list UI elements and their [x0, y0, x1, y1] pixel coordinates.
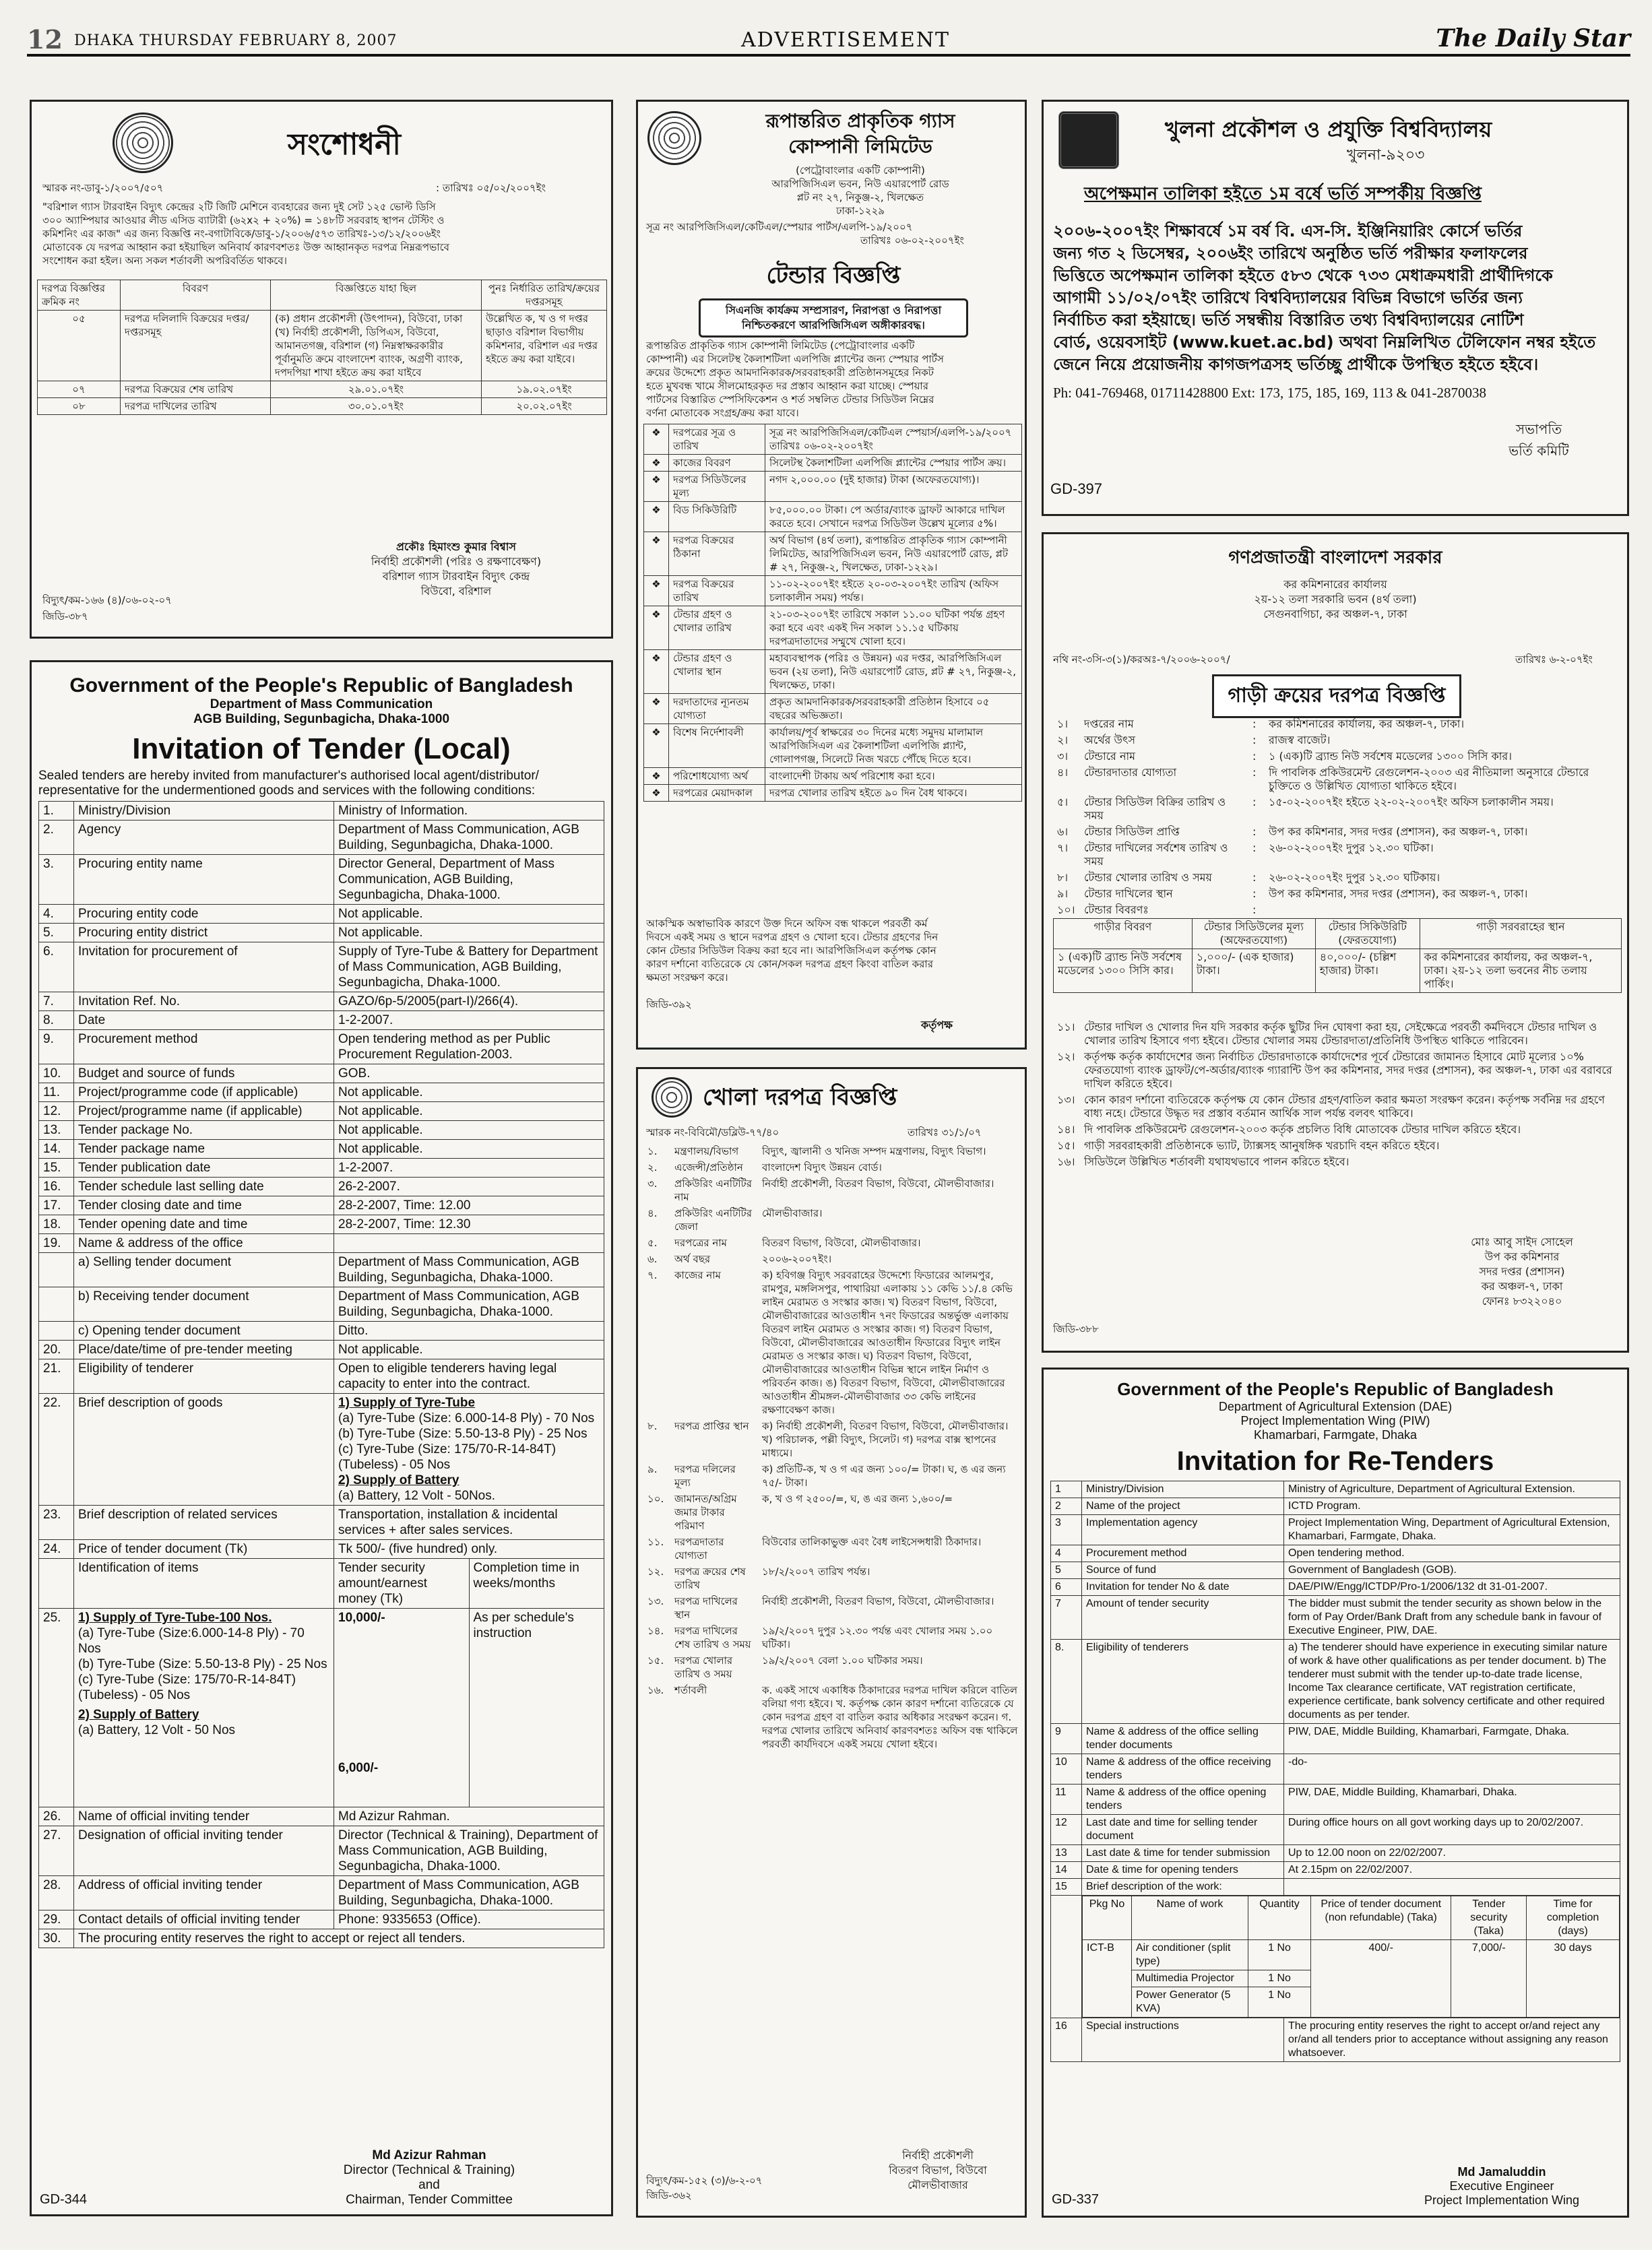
ad-rpgcl-tender — [636, 100, 1027, 1050]
kuet-title: খুলনা প্রকৌশল ও প্রযুক্তি বিশ্ববিদ্যালয় — [1165, 117, 1492, 142]
tender-intro: Sealed tenders are hereby invited from manufacturer's authorised local agent/distributor/ representative for the undermentioned goods and services with the following conditions: — [38, 769, 539, 798]
open-tender-signer: নির্বাহী প্রকৌশলী বিতরণ বিভাগ, বিউবো মৌলভীবাজার — [889, 2149, 987, 2191]
rpgcl-tagline: সিএনজি কার্যক্রম সম্প্রসারণ, নিরাপত্তা ও নিরাপত্তা নিশ্চিতকরণে আরপিজিসিএল অঙ্গীকারবদ্ধ। — [699, 298, 968, 338]
rpgcl-closing: আকস্মিক অস্বাভাবিক কারণে উক্ত দিনে অফিস বন্ধ থাকলে পরবর্তী কর্ম দিবসে একই সময় ও স্থানে দরপত্র গ্রহণ ও খোলা হবে। টেন্ডার গ্রহণের দিন কোন টেন্ডার সিডিউল বিক্রয় করা হবে না। আরপিজিসিএল কর্তৃপক্ষ কোন কারণ দর্শানো ব্যতিরেকে যে কোন/সকল দরপত্র গ্রহণ কিংবা বাতিল করার ক্ষমতা সংরক্ষণ করে। — [646, 918, 939, 984]
retender-heading: Invitation for Re-Tenders — [1176, 1446, 1494, 1476]
table-row: Multimedia Projector 1 No — [1083, 1970, 1620, 1987]
kuet-city: খুলনা-৯২০৩ — [1347, 147, 1425, 164]
kuet-body: ২০০৬-২০০৭ইং শিক্ষাবর্ষে ১ম বর্ষ বি. এস-সি. ইঞ্জিনিয়ারিং কোর্সে ভর্তির জন্য গত ২ ডিসেম্বর, ২০০৬ইং তারিখে অনুষ্ঠিত ভর্তি পরীক্ষার ফলাফলের ভিত্তিতে অপেক্ষমান তালিকা হইতে ৫৮৩ থেকে ৭৩৩ মেধাক্রমধারী প্রার্থীদিগকে আগামী ১১/০২/০৭ইং তারিখে বিশ্ববিদ্যালয়ের বিভিন্ন বিভাগে ভর্তির জন্য নির্বাচিত করা হইয়াছে। ভর্তি সম্বন্ধীয় বিস্তারিত তথ্য বিশ্ববিদ্যালয়ের নোটিশ বোর্ড, ওয়েবসাইট (www.kuet.ac.bd) অথবা নিম্নলিখিত টেলিফোন নম্বর হইতে জেনে নিয়ে প্রয়োজনীয় কাগজপত্রসহ ভর্তিচ্ছু প্রার্থীকে উপস্থিত হইতে হইবে। — [1053, 222, 1596, 374]
table-row: ৫। টেন্ডার সিডিউল বিক্রির তারিখ ও সময় : ১৫-০২-২০০৭ইং হইতে ২২-০২-২০০৭ইং অফিস চলাকালীন সময়। — [1053, 794, 1622, 824]
ad-code: জিডি-৩৮৮ — [1053, 1323, 1099, 1335]
tender-table — [38, 801, 604, 1948]
table-row: ১৫. দরপত্র খোলার তারিখ ও সময় ১৯/২/২০০৭ বেলা ১.০০ ঘটিকার সময়। — [647, 1654, 923, 1680]
dae-name: Department of Agricultural Extension (DAE) — [1218, 1400, 1453, 1413]
table-row: 5 Source of fund Government of Bangladesh (GOB). — [1051, 1562, 1620, 1579]
table-row: 13 Last date & time for tender submission Up to 12.00 noon on 22/02/2007. — [1051, 1845, 1620, 1862]
gov-title: Government of the People's Republic of Bangladesh — [1117, 1379, 1554, 1399]
ad-tax-vehicle — [1042, 532, 1629, 1353]
lot-header-row: Identification of items Tender security amount/earnest money (Tk) Completion time in weeks/months — [39, 1559, 604, 1609]
table-row: ২। অর্থের উৎস : রাজস্ব বাজেট। — [1053, 732, 1622, 748]
ad-dae-retender — [1042, 1368, 1629, 2218]
table-row: 26. Name of official inviting tender Md Azizur Rahman. — [39, 1807, 604, 1826]
table-row: ❖ টেন্ডার গ্রহণ ও খোলার তারিখ ২১-০৩-২০০৭ইং তারিখে সকাল ১১.০০ ঘটিকা পর্যন্ত গ্রহণ করা হবে এবং একই দিন সকাল ১১.১৫ ঘটিকায় দরপত্রদাতাদের সম্মুখে খোলা হবে। — [644, 606, 1022, 650]
retender-signer: Md Jamaluddin Executive Engineer Project Implementation Wing — [1424, 2165, 1580, 2207]
ad-code: জিডি-৩৮৭ — [42, 610, 88, 622]
memo-number: সূত্র নং আরপিজিসিএল/কেটিএল/স্পেয়ার পার্টস/এলপি-১৯/২০০৭ — [646, 221, 913, 233]
table-row: 14 Date & time for opening tenders At 2.15pm on 22/02/2007. — [1051, 1862, 1620, 1879]
correction-body: "বরিশাল গ্যাস টারবাইন বিদ্যুৎ কেন্দ্রের ২টি জিটি মেশিনে ব্যবহারের জন্য দুই সেট ১২৫ ভোল্ট ডিসি ৩০০ অ্যাম্পিয়ার আওয়ার লীড এসিড ব্যাটারী (৬২x২ + ২০%) = ১৪৮টি সরবরাহ স্থাপন টেস্টিং ও কমিশনিং এর কাজ" এর জন্য বিজ্ঞপ্তি নং-বগাটাবিকে/ডাবু-১/২০০৬/৫৭৩ তারিখঃ-১৩/১২/২০০৬ইং মোতাবেক যে দরপত্র আহ্বান করা হইয়াছিল অনিবার্য কারণবশতঃ উক্ত আহ্বানকৃত দরপত্র নিম্নরূপভাবে সংশোধন করা হইল। অন্য সকল শর্তাবলী অপরিবর্তিত থাকবে। — [42, 201, 449, 267]
bullet-icon: ❖ — [644, 502, 669, 532]
table-row: 17. Tender closing date and time 28-2-2007, Time: 12.00 — [39, 1196, 604, 1215]
ad-mass-comm-tender — [30, 660, 613, 2216]
tax-signer: মোঃ আবু সাইদ সোহেল উপ কর কমিশনার সদর দপ্তর (প্রশাসন) কর অঞ্চল-৭, ঢাকা ফোনঃ ৮৩২২০৪০ — [1471, 1235, 1573, 1308]
table-row: ৩। টেন্ডারে নাম : ১ (এক)টি ব্র্যান্ড নিউ সর্বশেষ মডেলের ১৩০০ সিসি কার। — [1053, 748, 1622, 765]
bullet-icon: ❖ — [644, 472, 669, 502]
table-row: 28. Address of official inviting tender Department of Mass Communication, AGB Building, Segunbagicha, Dhaka-1000. — [39, 1876, 604, 1910]
bullet-icon: ❖ — [644, 606, 669, 650]
rpgcl-address: (পেট্রোবাংলার একটি কোম্পানী) আরপিজিসিএল ভবন, নিউ এয়ারপোর্ট রোড প্লট নং ২৭, নিকুঞ্জ-২, খিলক্ষেত ঢাকা-১২২৯ — [771, 164, 949, 217]
table-row: 15 Brief description of the work: — [1051, 1879, 1620, 1896]
separator-icon: : — [1252, 717, 1257, 730]
table-row: ৭। টেন্ডার দাখিলের সর্বশেষ তারিখ ও সময় : ২৬-০২-২০০৭ইং দুপুর ১২.৩০ ঘটিকা। — [1053, 840, 1622, 870]
table-row: ২. এজেন্সী/প্রতিষ্ঠান বাংলাদেশ বিদ্যুৎ উন্নয়ন বোর্ড। — [647, 1161, 882, 1174]
table-row: ১৪। দি পাবলিক প্রকিউরমেন্ট রেগুলেশন-২০০৩ কর্তৃক প্রচলিত বিধি মোতাবেক টেন্ডার দাখিল করিতে হইবে। — [1057, 1123, 1521, 1136]
table-row: 1. Ministry/Division Ministry of Information. — [39, 802, 604, 821]
tax-address: সেগুনবাগিচা, কর অঞ্চল-৭, ঢাকা — [1263, 608, 1407, 620]
table-row: ❖ দরদাতাদের ন্যূনতম যোগ্যতা প্রকৃত আমদানিকারক/সরবরাহকারী প্রতিষ্ঠান হিসাবে ০৫ বছরের অভিজ্ঞতা। — [644, 694, 1022, 724]
table-row: 8. Date 1-2-2007. — [39, 1011, 604, 1030]
ad-open-tender — [636, 1067, 1027, 2218]
open-tender-title: খোলা দরপত্র বিজ্ঞপ্তি — [703, 1084, 897, 1111]
table-row: 9. Procurement method Open tendering method as per Public Procurement Regulation-2003. — [39, 1030, 604, 1064]
table-row: 2. Agency Department of Mass Communication, AGB Building, Segunbagicha, Dhaka-1000. — [39, 821, 604, 855]
table-row: ১১. দরপত্রদাতার যোগ্যতা বিউবোর তালিকাভুক্ত এবং বৈধ লাইসেন্সধারী ঠিকাদার। — [647, 1536, 982, 1562]
memo-date: তারিখঃ ৬-২-০৭ইং — [1515, 653, 1593, 666]
table-row: 12 Last date and time for selling tender document During office hours on all govt working days up to 20/02/2007. — [1051, 1815, 1620, 1845]
separator-icon: : — [1252, 796, 1257, 808]
table-row: ১ (এক)টি ব্র্যান্ড নিউ সর্বশেষ মডেলের ১৩০০ সিসি কার। ১,০০০/- (এক হাজার) টাকা। ৪০,০০০/- (চল্লিশ হাজার) টাকা। কর কমিশনারের কার্যালয়, কর অঞ্চল-৭, ঢাকা। ২য়-১২ তলা ভবনের নীচ তলায় পার্কিং। — [1054, 949, 1622, 993]
table-row: 20. Place/date/time of pre-tender meeting Not applicable. — [39, 1341, 604, 1359]
table-row: ১৪. দরপত্র দাখিলের শেষ তারিখ ও সময় ১৯/২/২০০৭ দুপুর ১২.৩০ পর্যন্ত এবং খোলার সময় ১.০০ ঘটিকা। — [647, 1625, 993, 1650]
ad-correction — [30, 100, 613, 639]
table-row: ৬. অর্থ বছর ২০০৬-২০০৭ইং। — [647, 1253, 832, 1265]
table-row: 10. Budget and source of funds GOB. — [39, 1064, 604, 1083]
separator-icon: : — [1252, 825, 1257, 838]
memo-number: নথি নং-৩সি-৩(১)/করঅঃ-৭/২০০৬-২০০৭/ — [1053, 653, 1230, 666]
footer-ref: বিদ্যুৎ/কম-১৫২ (৩)/৬-২-০৭ — [646, 2175, 763, 2187]
table-row: 13. Tender package No. Not applicable. — [39, 1121, 604, 1140]
lot-row: 25. 1) Supply of Tyre-Tube-100 Nos. (a) Tyre-Tube (Size:6.000-14-8 Ply) - 70 Nos (b) Tyre-Tube (Size: 5.50-13-8 Ply) - 25 Nos (c) Tyre-Tube (Size: 175/70-R-14-84T) (Tubeless) - 05 Nos 2) Supply of Battery (a) Battery, 12 Volt - 50 Nos 10,000/- 6,000/- As per schedule's instruction — [39, 1609, 604, 1807]
ad-code: GD-397 — [1050, 480, 1103, 497]
bullet-icon: ❖ — [644, 532, 669, 576]
table-row: 3. Procuring entity name Director General, Department of Mass Communication, AGB Building, Segunbagicha, Dhaka-1000. — [39, 855, 604, 905]
table-row: ০৭ দরপত্র বিক্রয়ের শেষ তারিখ ২৯.০১.০৭ইং ১৯.০২.০৭ইং — [38, 381, 607, 398]
table-row: ১১। টেন্ডার দাখিল ও খোলার দিন যদি সরকার কর্তৃক ছুটির দিন ঘোষণা করা হয়, সেইক্ষেত্রে পরবর্তী কর্মদিবসে টেন্ডার দাখিল ও খোলার তারিখ হিসাবে গণ্য হইবে। টেন্ডার খোলার সময় টেন্ডারদাতা/প্রতিনিধি উপস্থিত থাকিতে পারিবেন। — [1057, 1021, 1597, 1047]
table-row: 11. Project/programme code (if applicable) Not applicable. — [39, 1083, 604, 1102]
memo-date: তারিখঃ ৩১/১/০৭ — [908, 1126, 982, 1138]
table-row: 12. Project/programme name (if applicable) Not applicable. — [39, 1102, 604, 1121]
memo-number: স্মারক নং-ডাবু-১/২০০৭/৫০৭ — [42, 182, 164, 194]
pdb-logo-icon — [113, 112, 173, 173]
tax-spec-table: গাড়ীর বিবরণ টেন্ডার সিডিউলের মূল্য (অফেরতযোগ্য) টেন্ডার সিকিউরিটি (ফেরতযোগ্য) গাড়ী সরবরাহের স্থান ১ (এক)টি ব্র্যান্ড নিউ সর্বশেষ মডেলের ১৩০০ সিসি কার। ১,০০০/- (এক হাজার) টাকা। ৪০,০০০/- (চল্লিশ হাজার) টাকা। কর কমিশনারের কার্যালয়, কর অঞ্চল-৭, ঢাকা। ২য়-১২ তলা ভবনের নীচ তলায় পার্কিং। — [1053, 918, 1622, 993]
table-row: 22. Brief description of goods 1) Supply of Tyre-Tube (a) Tyre-Tube (Size: 6.000-14-8 Ply) - 70 Nos (b) Tyre-Tube (Size: 5.50-13-8 Ply) - 25 Nos (c) Tyre-Tube (Size: 175/70-R-14-84T) (Tubeless) - 05 Nos 2) Supply of Battery (a) Battery, 12 Volt - 50Nos. — [39, 1394, 604, 1506]
table-row: 15. Tender publication date 1-2-2007. — [39, 1159, 604, 1178]
kuet-seal-icon — [1058, 111, 1119, 169]
table-row: 24. Price of tender document (Tk) Tk 500/- (five hundred) only. — [39, 1540, 604, 1559]
table-row: 6. Invitation for procurement of Supply of Tyre-Tube & Battery for Department of Mass Communication, AGB Building, Segunbagicha, Dhaka-1000. — [39, 942, 604, 992]
ad-code: GD-344 — [40, 2192, 88, 2207]
table-row: 4. Procuring entity code Not applicable. — [39, 905, 604, 924]
rpgcl-table — [643, 424, 1022, 802]
table-row: ৩. প্রকিউরিং এনটিটির নাম নির্বাহী প্রকৌশলী, বিতরণ বিভাগ, বিউবো, মৌলভীবাজার। — [647, 1178, 994, 1203]
table-row: ৯। টেন্ডার দাখিলের স্থান : উপ কর কমিশনার, সদর দপ্তর (প্রশাসন), কর অঞ্চল-৭, ঢাকা। — [1053, 886, 1622, 902]
department-address: AGB Building, Segunbagicha, Dhaka-1000 — [193, 712, 450, 726]
table-row: 23. Brief description of related services Transportation, installation & incidental services + after sales services. — [39, 1506, 604, 1540]
table-row: b) Receiving tender document Department of Mass Communication, AGB Building, Segunbagicha, Dhaka-1000. — [39, 1287, 604, 1322]
bullet-icon: ❖ — [644, 455, 669, 472]
table-row: ❖ দরপত্রের মেয়াদকাল দরপত্র খোলার তারিখ হইতে ৯০ দিন বৈধ থাকবে। — [644, 785, 1022, 802]
table-row: ১৩। কোন কারণ দর্শানো ব্যতিরেকে কর্তৃপক্ষ যে কোন টেন্ডার গ্রহণ/বাতিল করার ক্ষমতা সংরক্ষণ করেন। কর্তৃপক্ষ সর্বনিম্ন দর গ্রহণে বাধ্য নহে। টেন্ডারে উদ্ধৃত দর প্রস্তাব বর্তমান আর্থিক সাল পর্যন্ত বলবৎ থাকিবে। — [1057, 1093, 1605, 1120]
separator-icon: : — [1252, 871, 1257, 884]
separator-icon: : — [1252, 766, 1257, 779]
dae-address: Khamarbari, Farmgate, Dhaka — [1253, 1428, 1418, 1442]
table-row: 19. Name & address of the office — [39, 1234, 604, 1253]
gov-title: Government of the People's Republic of Bangladesh — [69, 674, 573, 697]
table-row: ৫. দরপত্রের নাম বিতরণ বিভাগ, বিউবো, মৌলভীবাজার। — [647, 1237, 921, 1249]
separator-icon: : — [1252, 841, 1257, 854]
table-row: 11 Name & address of the office opening tenders PIW, DAE, Middle Building, Khamarbari, Dhaka. — [1051, 1785, 1620, 1815]
table-row: ১০. জামানত/অগ্রিম জমার টাকার পরিমাণ ক, খ ও গ ২৫০০/=, ঘ, ঙ এর জন্য ১,৬০০/= — [647, 1493, 953, 1532]
table-row: 16. Tender schedule last selling date 26-2-2007. — [39, 1178, 604, 1196]
department-name: Department of Mass Communication — [210, 697, 433, 711]
kuet-signer: সভাপতি ভর্তি কমিটি — [1508, 421, 1569, 459]
bullet-icon: ❖ — [644, 576, 669, 606]
table-row: 2 Name of the project ICTD Program. — [1051, 1498, 1620, 1515]
table-row: ১০। টেন্ডার বিবরণঃ : — [1053, 902, 1622, 918]
table-row: 1 Ministry/Division Ministry of Agriculture, Department of Agricultural Extension. — [1051, 1481, 1620, 1498]
work-table-row: Pkg No Name of work Quantity Price of tender document (non refundable) (Taka) Tender security (Taka) Time for completion (days) ICT-B Air conditioner (split type) 1 No 400/- 7,000/- 30 days Multimedia Projector 1 No Power Generator (5 KVA) 1 No — [1051, 1896, 1620, 2018]
rpgcl-intro: রূপান্তরিত প্রাকৃতিক গ্যাস কোম্পানী লিমিটেড (পেট্রোবাংলার একটি কোম্পানী) এর সিলেটস্থ কৈলাশটিলা এলপিজি প্ল্যান্টের জন্য স্পেয়ার পার্টস ক্রয়ের উদ্দেশ্যে প্রকৃত আমদানিকারক/সরবরাহকারী প্রতিষ্ঠানসমূহের নিকট হতে মুখবন্ধ খামে সীলমোহরকৃত দর প্রস্তাব আহ্বান করা যাচ্ছে। স্পেয়ার পার্টসের বিস্তারিত স্পেসিফিকেশন ও শর্ত সম্বলিত টেন্ডার সিডিউল নিম্নের বর্ণনা মোতাবেক সংগ্রহ/ক্রয় করা যাবে। — [646, 340, 944, 419]
table-row: 9 Name & address of the office selling tender documents PIW, DAE, Middle Building, Khamarbari, Farmgate, Dhaka. — [1051, 1724, 1620, 1754]
table-row: ১. মন্ত্রণালয়/বিভাগ বিদ্যুৎ, জ্বালানী ও খনিজ সম্পদ মন্ত্রণালয়, বিদ্যুৎ বিভাগ। — [647, 1145, 986, 1157]
tax-notes — [1053, 1019, 1622, 1170]
table-row: ৪। টেন্ডারদাতার যোগ্যতা : দি পাবলিক প্রকিউরমেন্ট রেগুলেশন-২০০৩ এর নীতিমালা অনুসারে টেন্ডারে চুক্তিতে ও উল্লিখিত যোগ্যতা থাকিতে হইবে। — [1053, 765, 1622, 794]
table-row: a) Selling tender document Department of Mass Communication, AGB Building, Segunbagicha, Dhaka-1000. — [39, 1253, 604, 1287]
table-row: ❖ বিড সিকিউরিটি ৮৫,০০০.০০ টাকা। পে অর্ডার/ব্যাংক ড্রাফট আকারে দাখিল করতে হবে। সেখানে দরপত্র সিডিউল উল্লেখ মূল্যের ৫%। — [644, 502, 1022, 532]
separator-icon: : — [1252, 887, 1257, 900]
table-row: c) Opening tender document Ditto. — [39, 1322, 604, 1341]
table-row: Power Generator (5 KVA) 1 No — [1083, 1987, 1620, 2018]
table-row: ICT-B Air conditioner (split type) 1 No 400/- 7,000/- 30 days — [1083, 1940, 1620, 1970]
table-row: 27. Designation of official inviting tender Director (Technical & Training), Department of Mass Communication, AGB Building, Segunbagicha, Dhaka-1000. — [39, 1826, 604, 1876]
table-row: ৮। টেন্ডার খোলার তারিখ ও সময় : ২৬-০২-২০০৭ইং দুপুর ১২.৩০ ঘটিকায়। — [1053, 870, 1622, 886]
correction-signature: প্রকৌঃ হিমাংশু কুমার বিশ্বাস নির্বাহী প্রকৌশলী (পরিঃ ও রক্ষণাবেক্ষণ) বরিশাল গ্যাস টারবাইন বিদ্যুৎ কেন্দ্র বিউবো, বরিশাল — [371, 540, 542, 598]
ad-code: জিডি-৩৯২ — [646, 998, 692, 1010]
table-row: ০৫ দরপত্র দলিলাদি বিক্রয়ের দপ্তর/দপ্তরসমূহ (ক) প্রধান প্রকৌশলী (উৎপাদন), বিউবো, ঢাকা (খ) নির্বাহী প্রকৌশলী, ডিপিএস, বিউবো, আমানতগঞ্জ, বরিশাল (গ) নিম্নস্বাক্ষরকারীর পূর্বানুমতি ক্রমে বাংলাদেশ ব্যাংক, অগ্রণী ব্যাংক, দপদপিয়া শাখা হইতে ক্রয় করা যাইবে উল্লেখিত ক, খ ও গ দপ্তর ছাড়াও বরিশাল বিভাগীয় কমিশনার, বরিশাল এর দপ্তর হইতে ক্রয় করা যাইবে। — [38, 311, 607, 381]
footer-ref: বিদ্যুৎ/কম-১৬৬ (৪)/০৬-০২-০৭ — [42, 594, 172, 606]
table-row: 10 Name & address of the office receiving tenders -do- — [1051, 1754, 1620, 1785]
bullet-icon: ❖ — [644, 694, 669, 724]
table-row: ❖ পরিশোধযোগ্য অর্থ বাংলাদেশী টাকায় অর্থ পরিশোধ করা হবে। — [644, 768, 1022, 785]
table-row: ৪. প্রকিউরিং এনটিটির জেলা মৌলভীবাজার। — [647, 1207, 823, 1233]
table-row: 8. Eligibility of tenderers a) The tenderer should have experience in executing similar nature of work & have other qualifications as per tender document. b) The tenderer must submit with the tender up-to-date trade license, Income Tax clearance certificate, VAT registration certificate, experience certificate, bank solvency certificate and other required documents as per tender. — [1051, 1640, 1620, 1724]
ad-kuet — [1042, 100, 1629, 516]
table-row: ১৩. দরপত্র দাখিলের স্থান নির্বাহী প্রকৌশলী, বিতরণ বিভাগ, বিউবো, মৌলভীবাজার। — [647, 1595, 994, 1621]
kuet-phone: Ph: 041-769468, 01711428800 Ext: 173, 175, 185, 169, 113 & 041-2870038 — [1053, 385, 1487, 401]
table-row: 6 Invitation for tender No & date DAE/PIW/Engg/ICTDP/Pro-1/2006/132 dt 31-01-2007. — [1051, 1579, 1620, 1596]
newspaper-logo: The Daily Star — [1436, 24, 1630, 53]
tender-heading: টেন্ডার বিজ্ঞপ্তি — [766, 262, 901, 289]
page-number: 12 — [27, 24, 63, 55]
tax-heading-box — [1212, 674, 1461, 718]
tax-heading: গাড়ী ক্রয়ের দরপত্র বিজ্ঞপ্তি — [1228, 684, 1446, 707]
separator-icon: : — [1252, 734, 1257, 746]
table-row: ৭. কাজের নাম ক) হবিগঞ্জ বিদ্যুৎ সরবরাহের উদ্দেশ্যে ফিডারের আলমপুর, রামপুর, মঙ্গলিসপুর, পাথারিয়া এলাকায় ১১ কেভি ১১/.৪ কেভি লাইন মেরামত ও সংস্কার কাজ। খ) বিতরণ বিভাগ, বিউবো, মৌলভীবাজারের আওতাধীন ৭নং ফিডারের অন্তর্ভুক্ত এলাকায় বিতরণ লাইন মেরামত ও সংস্কার কাজ। গ) বিতরণ বিভাগ, বিউবো, মৌলভীবাজারের আওতাধীন ফিডারের বিদ্যুৎ লাইন মেরামত ও সংস্কার কাজ। ঘ) বিতরণ বিভাগ, বিউবো, মৌলভীবাজারের আওতাধীন বিভিন্ন স্থানে লাইন নির্মাণ ও পরিবর্তন কাজ। ঙ) বিতরণ বিভাগ, বিউবো, মৌলভীবাজারের আওতাধীন শ্রীমঙ্গল-মৌলভীবাজার ৩৩ কেভি লাইনের রক্ষণাবেক্ষণ কাজ। — [647, 1269, 1013, 1416]
tax-building: ২য়-১২ তলা সরকারি ভবন (৪র্থ তলা) — [1254, 593, 1417, 606]
retender-table — [1050, 1481, 1620, 2062]
masthead — [27, 24, 1630, 57]
table-row: 18. Tender opening date and time 28-2-2007, Time: 12.30 — [39, 1215, 604, 1234]
dateline: DHAKA THURSDAY FEBRUARY 8, 2007 — [74, 32, 398, 49]
table-row: ১৬. শর্তাবলী ক. একই সাথে একাধিক ঠিকাদারের দরপত্র দাখিল করিলে বাতিল বলিয়া গণ্য হইবে। খ. কর্তৃপক্ষ কোন কারণ দর্শানো ব্যতিরেকে যে কোন দরপত্র গ্রহণ বা বাতিল করার অধিকার সংরক্ষণ করেন। গ. দরপত্র খোলার তারিখে অনিবার্য কারণবশতঃ অফিস বন্ধ থাকিলে পরবর্তী কার্যদিবসে একই সময়ে খোলা হইবে। — [647, 1684, 1018, 1750]
table-row: ❖ দরপত্র বিক্রয়ের তারিখ ১১-০২-২০০৭ইং হইতে ২০-০৩-২০০৭ইং তারিখ (অফিস চলাকালীন সময়) পর্যন্ত। — [644, 576, 1022, 606]
table-row: ১৫। গাড়ী সরবরাহকারী প্রতিষ্ঠানকে ভ্যাট, ট্যাক্সসহ আনুষঙ্গিক খরচাদি বহন করিতে হইবে। — [1057, 1139, 1440, 1152]
table-row: ১২। কর্তৃপক্ষ কর্তৃক কার্যাদেশের জন্য নির্বাচিত টেন্ডারদাতাকে কার্যাদেশের পূর্বে টেন্ডারের জামানত হিসাবে মোট মূল্যের ১০% ফেরতযোগ্য ব্যাংক ড্রাফট/পে-অর্ডার/ব্যাংক গ্যারান্টি উপ কর কমিশনার, সদর দপ্তর (প্রশাসন), কর অঞ্চল-৭, ঢাকা এর বরাবরে দাখিল করিতে হইবে। — [1057, 1050, 1612, 1090]
table-row: 29. Contact details of official inviting tender Phone: 9335653 (Office). — [39, 1910, 604, 1929]
table-row: ০৮ দরপত্র দাখিলের তারিখ ৩০.০১.০৭ইং ২০.০২.০৭ইং — [38, 398, 607, 415]
table-row: 5. Procuring entity district Not applicable. — [39, 924, 604, 942]
bullet-icon: ❖ — [644, 768, 669, 785]
rpgcl-title: রূপান্তরিত প্রাকৃতিক গ্যাস কোম্পানী লিমিটেড — [765, 110, 955, 158]
rpgcl-logo-icon — [647, 111, 701, 165]
ad-correction-title: সংশোধনী — [288, 127, 401, 162]
table-row: ৬। টেন্ডার সিডিউল প্রাপ্তি : উপ কর কমিশনার, সদর দপ্তর (প্রশাসন), কর অঞ্চল-৭, ঢাকা। — [1053, 824, 1622, 840]
bullet-icon: ❖ — [644, 724, 669, 768]
table-row: ৮. দরপত্র প্রাপ্তির স্থান ক) নির্বাহী প্রকৌশলী, বিতরণ বিভাগ, বিউবো, মৌলভীবাজার। খ) পরিচালক, পল্লী বিদ্যুৎ, সিলেট। গ) দরপত্র বাক্স স্থাপনের মাধ্যমে। — [647, 1420, 1009, 1459]
table-row: ১৬। সিডিউলে উল্লিখিত শর্তাবলী যথাযথভাবে পালন করিতে হইবে। — [1057, 1155, 1349, 1168]
ad-code: GD-337 — [1052, 2192, 1100, 2207]
table-row: 4 Procurement method Open tendering method. — [1051, 1545, 1620, 1562]
ad-code: জিডি-৩৬২ — [646, 2189, 692, 2201]
table-row: ৯. দরপত্র দলিলের মূল্য ক) প্রতিটি-ক, খ ও গ এর জন্য ১০০/= টাকা। ঘ, ঙ এর জন্য ৭৫/- টাকা। — [647, 1463, 1006, 1489]
separator-icon: : — [1252, 750, 1257, 763]
table-row: ❖ দরপত্রের সূত্র ও তারিখ সূত্র নং আরপিজিসিএল/কেটিএল স্পেয়ার্স/এলপি-১৯/২০০৭ তারিখঃ ০৬-০২-২০০৭ইং — [644, 424, 1022, 455]
table-row: 7 Amount of tender security The bidder must submit the tender security as shown below in the form of Pay Order/Bank Draft from any schedule bank in favour of Executive Engineer, PIW, DAE. — [1051, 1596, 1620, 1640]
table-row: ❖ কাজের বিবরণ সিলেটস্থ কৈলাশটিলা এলপিজি প্ল্যান্টের স্পেয়ার পার্টস ক্রয়। — [644, 455, 1022, 472]
separator-icon: : — [1252, 903, 1257, 916]
table-row: ❖ দরপত্র সিডিউলের মূল্য নগদ ২,০০০.০০ (দুই হাজার) টাকা (অফেরতযোগ্য)। — [644, 472, 1022, 502]
table-row: 14. Tender package name Not applicable. — [39, 1140, 604, 1159]
table-row: ❖ দরপত্র বিক্রয়ের ঠিকানা অর্থ বিভাগ (৪র্থ তলা), রূপান্তরিত প্রাকৃতিক গ্যাস কোম্পানী লিমিটেড, আরপিজিসিএল ভবন, নিউ এয়ারপোর্ট রোড, প্লট # ২৭, নিকুঞ্জ-২, খিলক্ষেত, ঢাকা-১২২৯। — [644, 532, 1022, 576]
tax-gov-title: গণপ্রজাতন্ত্রী বাংলাদেশ সরকার — [1228, 548, 1442, 568]
table-row: 3 Implementation agency Project Implementation Wing, Department of Agricultural Extension, Khamarbari, Farmgate, Dhaka. — [1051, 1515, 1620, 1545]
rpgcl-signer: কর্তৃপক্ষ — [921, 1019, 953, 1031]
table-row: ❖ বিশেষ নির্দেশাবলী কার্যালয়/পূর্ব স্বাক্ষরের ৩০ দিনের মধ্যে সমুদয় মালামাল আরপিজিসিএল এর কৈলাশটিলা এলপিজি প্ল্যান্ট, গোলাপগঞ্জ, সিলেটে নিজ খরচে পৌঁছে দিতে হবে। — [644, 724, 1022, 768]
table-row: 30. The procuring entity reserves the right to accept or reject all tenders. — [39, 1929, 604, 1948]
memo-date: : তারিখঃ ০৫/০২/২০০৭ইং — [436, 182, 546, 194]
kuet-subtitle: অপেক্ষমান তালিকা হইতে ১ম বর্ষে ভর্তি সম্পর্কীয় বিজ্ঞপ্তি — [1084, 184, 1482, 204]
table-row: ❖ টেন্ডার গ্রহণ ও খোলার স্থান মহাব্যবস্থাপক (পরিঃ ও উন্নয়ন) এর দপ্তর, আরপিজিসিএল ভবন (২য় তলা), নিউ এয়ারপোর্ট রোড, প্লট # ২৭, নিকুঞ্জ-২, খিলক্ষেত, ঢাকা। — [644, 650, 1022, 694]
table-row: 7. Invitation Ref. No. GAZO/6p-5/2005(part-I)/266(4). — [39, 992, 604, 1011]
bullet-icon: ❖ — [644, 424, 669, 455]
pdb-logo-icon — [652, 1077, 692, 1118]
tender-heading: Invitation of Tender (Local) — [132, 732, 511, 765]
table-row: ১। দপ্তরের নাম : কর কমিশনারের কার্যালয়, কর অঞ্চল-৭, ঢাকা। — [1053, 716, 1622, 732]
memo-number: স্মারক নং-বিবিমৌ/ডব্লিউ-৭৭/৪০ — [646, 1126, 780, 1138]
memo-date: তারিখঃ ০৬-০২-২০০৭ইং — [860, 234, 964, 247]
dae-wing: Project Implementation Wing (PIW) — [1240, 1414, 1430, 1427]
tender-signature: Md Azizur Rahman Director (Technical & Training) and Chairman, Tender Committee — [343, 2148, 515, 2207]
open-tender-table — [643, 1143, 1022, 1752]
bullet-icon: ❖ — [644, 650, 669, 694]
bullet-icon: ❖ — [644, 785, 669, 802]
table-row: 16 Special instructions The procuring entity reserves the right to accept or/and reject any or/and all tenders prior to acceptance without assigning any reason whatsoever. — [1051, 2018, 1620, 2062]
correction-table: দরপত্র বিজ্ঞপ্তির ক্রমিক নং বিবরণ বিজ্ঞপ্তিতে যাহা ছিল পুনঃ নির্ধারিত তারিখ/ক্রয়ের দপ্তরসমূহ ০৫ দরপত্র দলিলাদি বিক্রয়ের দপ্তর/দপ্তরসমূহ (ক) প্রধান প্রকৌশলী (উৎপাদন), বিউবো, ঢাকা (খ) নির্বাহী প্রকৌশলী, ডিপিএস, বিউবো, আমানতগঞ্জ, বরিশাল (গ) নিম্নস্বাক্ষরকারীর পূর্বানুমতি ক্রমে বাংলাদেশ ব্যাংক, অগ্রণী ব্যাংক, দপদপিয়া শাখা হইতে ক্রয় করা যাইবে উল্লেখিত ক, খ ও গ দপ্তর ছাড়াও বরিশাল বিভাগীয় কমিশনার, বরিশাল এর দপ্তর হইতে ক্রয় করা যাইবে। ০৭ দরপত্র বিক্রয়ের শেষ তারিখ ২৯.০১.০৭ইং ১৯.০২.০৭ইং ০৮ দরপত্র দাখিলের তারিখ ৩০.০১.০৭ইং ২০.০২.০৭ইং — [37, 280, 607, 415]
table-row: ১২. দরপত্র ক্রয়ের শেষ তারিখ ১৮/২/২০০৭ তারিখ পর্যন্ত। — [647, 1566, 870, 1591]
section-title: ADVERTISEMENT — [741, 28, 951, 52]
tax-office: কর কমিশনারের কার্যালয় — [1283, 578, 1387, 591]
table-row: 21. Eligibility of tenderer Open to eligible tenderers having legal capacity to enter into the contract. — [39, 1359, 604, 1394]
tax-table — [1053, 716, 1622, 918]
